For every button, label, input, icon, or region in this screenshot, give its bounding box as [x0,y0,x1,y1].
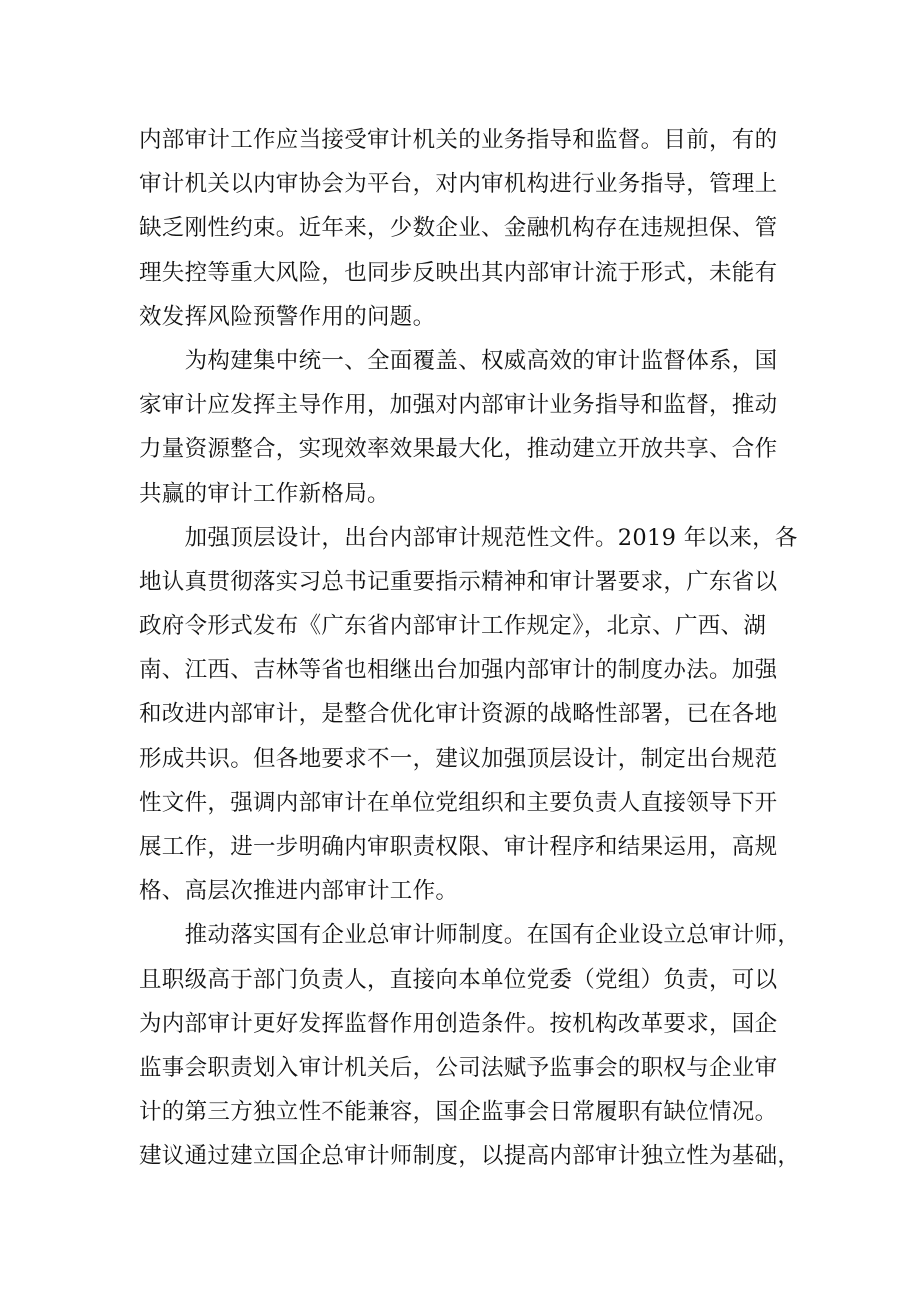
text-line: 力量资源整合，实现效率效果最大化，推动建立开放共享、合作 [139,436,778,463]
text-line: 内部审计工作应当接受审计机关的业务指导和监督。目前，有的 [139,127,778,153]
text-line: 和改进内部审计，是整合优化审计资源的战略性部署，已在各地 [139,701,778,728]
text-line: 加强顶层设计，出台内部审计规范性文件。2019 年以来，各 [139,524,798,551]
text-line: 监事会职责划入审计机关后，公司法赋予监事会的职权与企业审 [139,1054,778,1081]
text-line: 家审计应发挥主导作用，加强对内部审计业务指导和监督，推动 [139,392,778,419]
text-line: 建议通过建立国企总审计师制度，以提高内部审计独立性为基础， [139,1143,801,1170]
text-line: 形成共识。但各地要求不一，建议加强顶层设计，制定出台规范 [139,745,778,772]
text-line: 政府令形式发布《广东省内部审计工作规定》，北京、广西、湖 [139,613,767,640]
text-line: 理失控等重大风险，也同步反映出其内部审计流于形式，未能有 [139,259,778,286]
text-line: 为构建集中统一、全面覆盖、权威高效的审计监督体系，国 [139,347,778,374]
text-line: 共赢的审计工作新格局。 [139,480,390,507]
paragraph-internal-audit-guidance [139,118,797,339]
text-line: 南、江西、吉林等省也相继出台加强内部审计的制度办法。加强 [139,657,778,684]
paragraph-chief-auditor-system [139,913,801,1178]
paragraph-audit-supervision-system [139,339,797,516]
text-line: 地认真贯彻落实习总书记重要指示精神和审计署要求，广东省以 [139,568,778,595]
text-line: 格、高层次推进内部审计工作。 [139,878,459,905]
text-line: 缺乏刚性约束。近年来，少数企业、金融机构存在违规担保、管 [139,215,778,242]
document-body [139,118,801,1179]
text-line: 推动落实国有企业总审计师制度。在国有企业设立总审计师， [139,922,801,949]
text-line: 展工作，进一步明确内审职责权限、审计程序和结果运用，高规 [139,834,778,860]
text-line: 审计机关以内审协会为平台，对内审机构进行业务指导，管理上 [139,171,778,198]
paragraph-top-level-design [139,516,797,914]
text-line: 性文件，强调内部审计在单位党组织和主要负责人直接领导下开 [139,789,778,816]
text-line: 效发挥风险预警作用的问题。 [139,303,436,330]
text-line: 且职级高于部门负责人，直接向本单位党委（党组）负责，可以 [139,966,778,993]
text-line: 为内部审计更好发挥监督作用创造条件。按机构改革要求，国企 [139,1010,778,1037]
text-line: 计的第三方独立性不能兼容，国企监事会日常履职有缺位情况。 [139,1099,778,1126]
